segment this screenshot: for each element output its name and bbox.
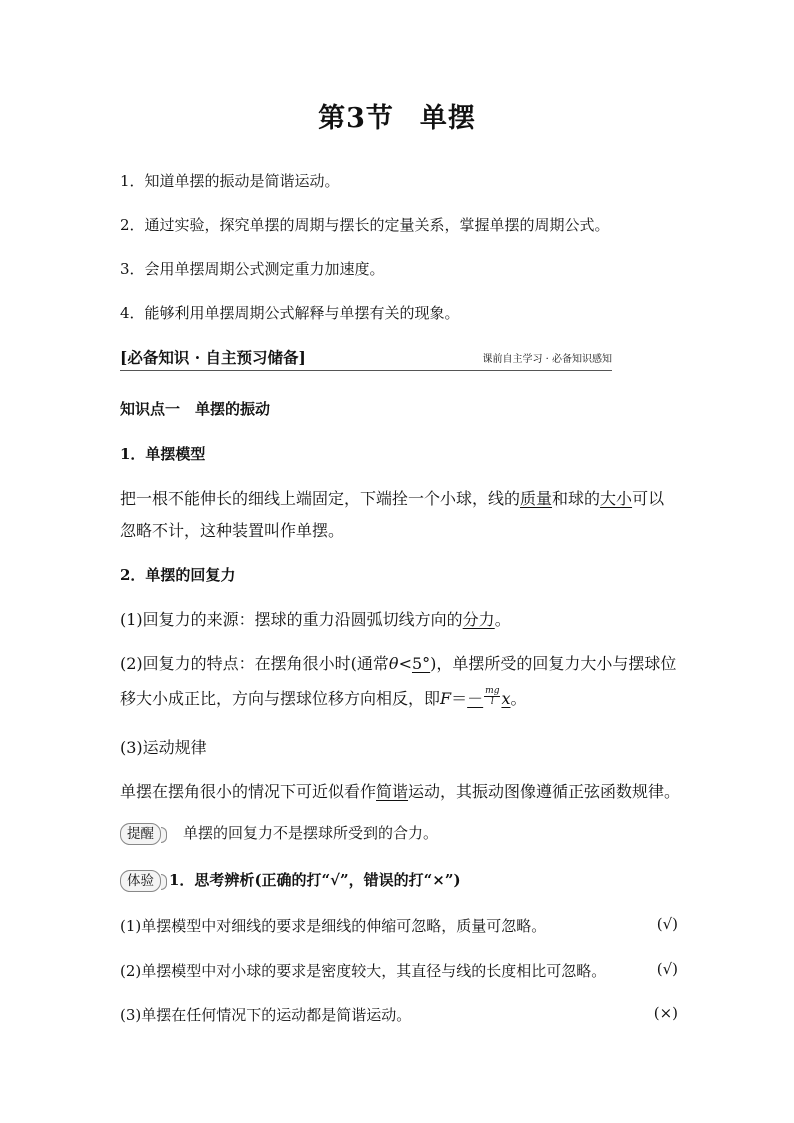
objective-item: 4．能够利用单摆周期公式解释与单摆有关的现象。 (120, 304, 460, 322)
underlined-answer: 质量 (520, 489, 553, 508)
title-section-number: 第3节 (318, 103, 394, 134)
section-banner (120, 344, 612, 371)
judgment-item-answer: (√) (656, 915, 678, 933)
restoring-source-paragraph (120, 607, 511, 630)
objective-item: 2．通过实验，探究单摆的周期与摆长的定量关系，掌握单摆的周期公式。 (120, 216, 610, 234)
objective-item: 1．知道单摆的振动是简谐运动。 (120, 172, 340, 190)
judgment-item-text: (3)单摆在任何情况下的运动都是简谐运动。 (120, 1006, 412, 1024)
underlined-answer: 分力 (462, 610, 495, 629)
text-run: 。 (494, 610, 511, 629)
model-heading: 1．单摆模型 (120, 445, 206, 463)
formula-answer (467, 686, 511, 708)
text-run: 单摆在摆角很小的情况下可近似看作 (120, 782, 377, 801)
page-title (0, 96, 794, 135)
fraction-numerator: mg (485, 686, 500, 696)
judgment-item-text: (1)单摆模型中对细线的要求是细线的伸缩可忽略，质量可忽略。 (120, 917, 547, 935)
judgment-item-answer: (√) (656, 960, 678, 978)
judgment-item-answer: (×) (653, 1004, 678, 1022)
text-run: 移大小成正比，方向与摆球位移方向相反，即 (120, 689, 441, 708)
text-run: (1)回复力的来源：摆球的重力沿圆弧切线方向的 (120, 610, 463, 629)
force-symbol: F (440, 689, 452, 708)
text-run: 和球的 (552, 489, 601, 508)
underlined-answer: 简谐 (376, 782, 409, 801)
judgment-item-text: (2)单摆模型中对小球的要求是密度较大，其直径与线的长度相比可忽略。 (120, 962, 607, 980)
fraction (484, 686, 500, 707)
reminder-text: 单摆的回复力不是摆球所受到的合力。 (183, 824, 439, 842)
reminder-row (120, 822, 438, 845)
reminder-tag: 提醒 (120, 823, 161, 845)
fraction-denominator: l (490, 697, 494, 707)
knowledge-point-heading: 知识点一 单摆的振动 (120, 400, 271, 418)
underlined-answer: 5° (411, 654, 431, 673)
model-paragraph-line2: 忽略不计，这种装置叫作单摆。 (120, 521, 345, 540)
title-topic: 单摆 (419, 103, 476, 134)
model-paragraph-line1 (120, 486, 664, 509)
text-run: 。 (510, 689, 527, 708)
underlined-answer: 大小 (600, 489, 633, 508)
experience-prompt: 1．思考辨析(正确的打“√”，错误的打“×”) (169, 871, 461, 889)
restoring-feature-line2 (120, 686, 527, 710)
restoring-feature-line1 (120, 651, 676, 674)
displacement-symbol: x (501, 689, 511, 708)
experience-tag: 体验 (120, 870, 161, 892)
text-run: 可以 (632, 489, 665, 508)
minus-sign: － (467, 689, 484, 708)
text-run: < (398, 654, 412, 673)
theta-symbol: θ (388, 654, 399, 673)
objective-item: 3．会用单摆周期公式测定重力加速度。 (120, 260, 385, 278)
text-run: )，单摆所受的回复力大小与摆球位 (430, 654, 677, 673)
experience-row (120, 869, 461, 892)
restoring-force-heading: 2．单摆的回复力 (120, 566, 236, 584)
text-run: (2)回复力的特点：在摆角很小时(通常 (120, 654, 389, 673)
text-run: 把一根不能伸长的细线上端固定，下端拴一个小球，线的 (120, 489, 521, 508)
equals-sign: ＝ (451, 689, 468, 708)
motion-law-heading: (3)运动规律 (120, 738, 207, 757)
motion-law-paragraph (120, 779, 680, 802)
section-banner-subtitle: 课前自主学习 · 必备知识感知 (482, 354, 612, 365)
section-banner-title: [必备知识 · 自主预习储备] (120, 348, 306, 367)
text-run: 运动，其振动图像遵循正弦函数规律。 (408, 782, 681, 801)
